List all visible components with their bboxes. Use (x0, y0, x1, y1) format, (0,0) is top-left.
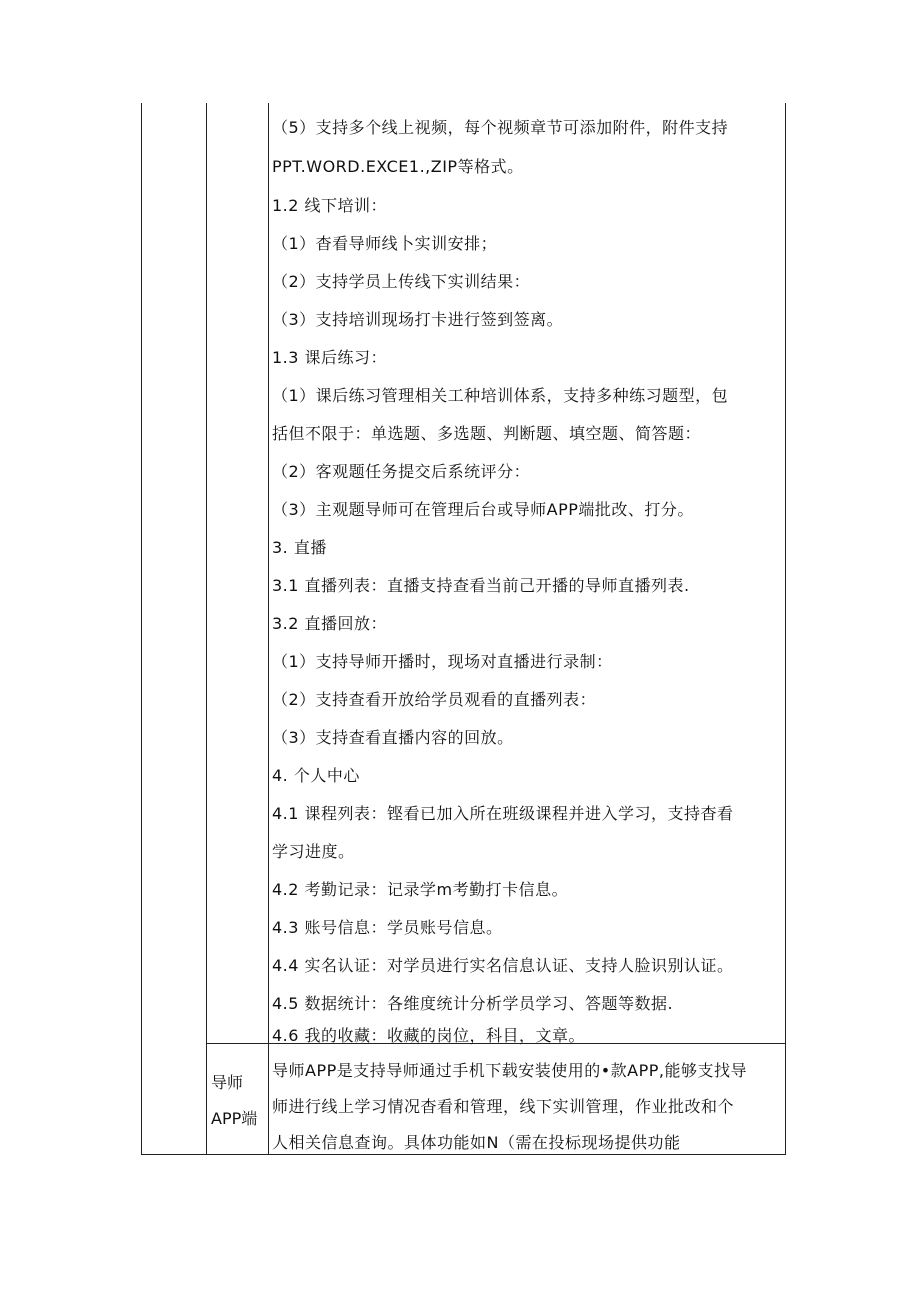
table-border-right (785, 103, 786, 1155)
text-line: 4.1 课程列表：铿看已加入所在班级课程并进入学习，支持杳看 (272, 804, 734, 823)
table-border-bottom (141, 1154, 786, 1155)
mentor-app-desc-line: 师进行线上学习情况杳看和管理，线下实训管理，作业批改和个 (272, 1097, 735, 1116)
section-heading: 3.2 直播回放： (272, 614, 388, 633)
section-heading: 4. 个人中心 (272, 766, 360, 785)
text-line: PPT.WORD.EXCE1.,ZIP等格式。 (272, 157, 524, 176)
text-line: 4.5 数据统计：各维度统计分析学员学习、答题等数据. (272, 994, 674, 1013)
section-heading: 3. 直播 (272, 538, 327, 557)
text-line: 4.2 考勤记录：记录学m考勤打卡信息。 (272, 880, 569, 899)
table-border-col2 (268, 103, 269, 1155)
text-line: 3.1 直播列表：直播支持查看当前己开播的导师直播列表. (272, 576, 690, 595)
text-line: （2）客观题任务提交后系统评分： (272, 462, 531, 481)
table-border-left (141, 103, 142, 1155)
text-line: （3）支持查看直播内容的回放。 (272, 728, 514, 747)
text-line: （1）杳看导师线卜实训安排； (272, 234, 498, 253)
text-line: 括但不限于：单选题、多选题、判断题、填空题、简答题： (272, 424, 702, 443)
text-line: （2）支持学员上传线下实训结果： (272, 272, 531, 291)
section-heading: 1.3 课后练习： (272, 348, 388, 367)
mentor-app-label-line2: APP端 (211, 1109, 258, 1128)
text-line: （3）主观题导师可在管理后台或导师APP端批改、打分。 (272, 500, 694, 519)
text-line: 4.4 实名认证：对学员进行实名信息认证、支持人脸识别认证。 (272, 956, 734, 975)
section-heading: 1.2 线下培训： (272, 196, 388, 215)
text-line: 4.3 账号信息：学员账号信息。 (272, 918, 503, 937)
text-line: （1）课后练习管理相关工种培训体系，支持多种练习题型，包 (272, 386, 729, 405)
table-border-col1 (206, 103, 207, 1155)
mentor-app-label-line1: 导师 (211, 1073, 244, 1092)
text-line: （5）支持多个线上视频，每个视频章节可添加附件，附件支持 (272, 118, 729, 137)
text-line: （1）支持导师开播时，现场对直播进行录制： (272, 652, 613, 671)
text-line: （3）支持培训现场打卡进行签到签离。 (272, 310, 564, 329)
mentor-app-desc-line: 人相关信息查询。具体功能如N（需在投标现场提供功能 (272, 1133, 681, 1152)
text-line: 学习进度。 (272, 842, 355, 861)
mentor-app-desc-line: 导师APP是支持导师通过手机下载安装使用的•款APP,能够支找导 (272, 1061, 748, 1080)
text-line: 4.6 我的收藏：收藏的岗位，科目，文章。 (272, 1026, 586, 1045)
text-line: （2）支持查看开放给学员观看的直播列表： (272, 690, 597, 709)
